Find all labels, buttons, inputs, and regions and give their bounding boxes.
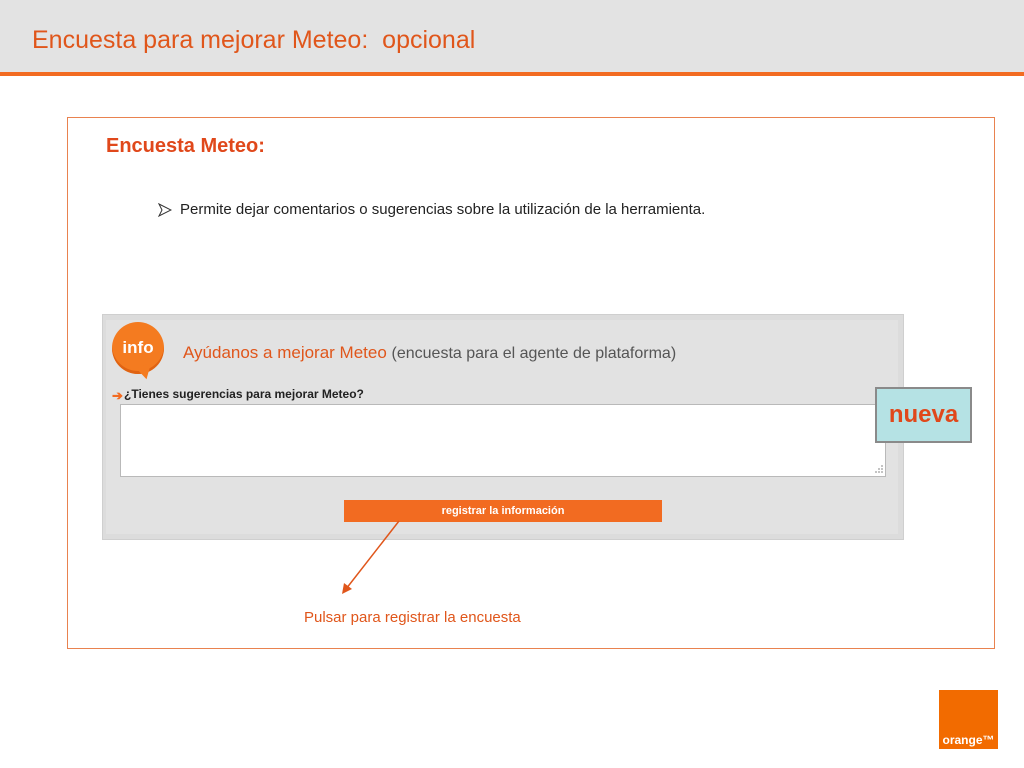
panel-subtitle: (encuesta para el agente de plataforma): [391, 345, 677, 362]
arrow-right-icon: ➔: [112, 388, 123, 403]
info-badge-label: info: [122, 338, 154, 357]
register-button[interactable]: registrar la información: [344, 500, 662, 522]
new-badge: nueva: [875, 387, 972, 443]
suggestions-textarea[interactable]: [120, 404, 886, 477]
section-heading: Encuesta Meteo:: [106, 135, 265, 157]
panel-title-main: Ayúdanos a mejorar Meteo: [183, 343, 392, 362]
arrow-bullet-icon: [158, 203, 172, 217]
orange-logo-text: orange™: [942, 733, 995, 747]
slide-title: Encuesta para mejorar Meteo: opcional: [32, 26, 476, 54]
question-label: ¿Tienes sugerencias para mejorar Meteo?: [124, 387, 364, 401]
panel-title: [183, 343, 676, 363]
resize-grip-icon[interactable]: [874, 464, 884, 474]
callout-text: Pulsar para registrar la encuesta: [304, 609, 521, 626]
orange-logo: [939, 690, 998, 749]
bullet-text: Permite dejar comentarios o sugerencias sobre la utilización de la herramienta.: [180, 201, 706, 218]
